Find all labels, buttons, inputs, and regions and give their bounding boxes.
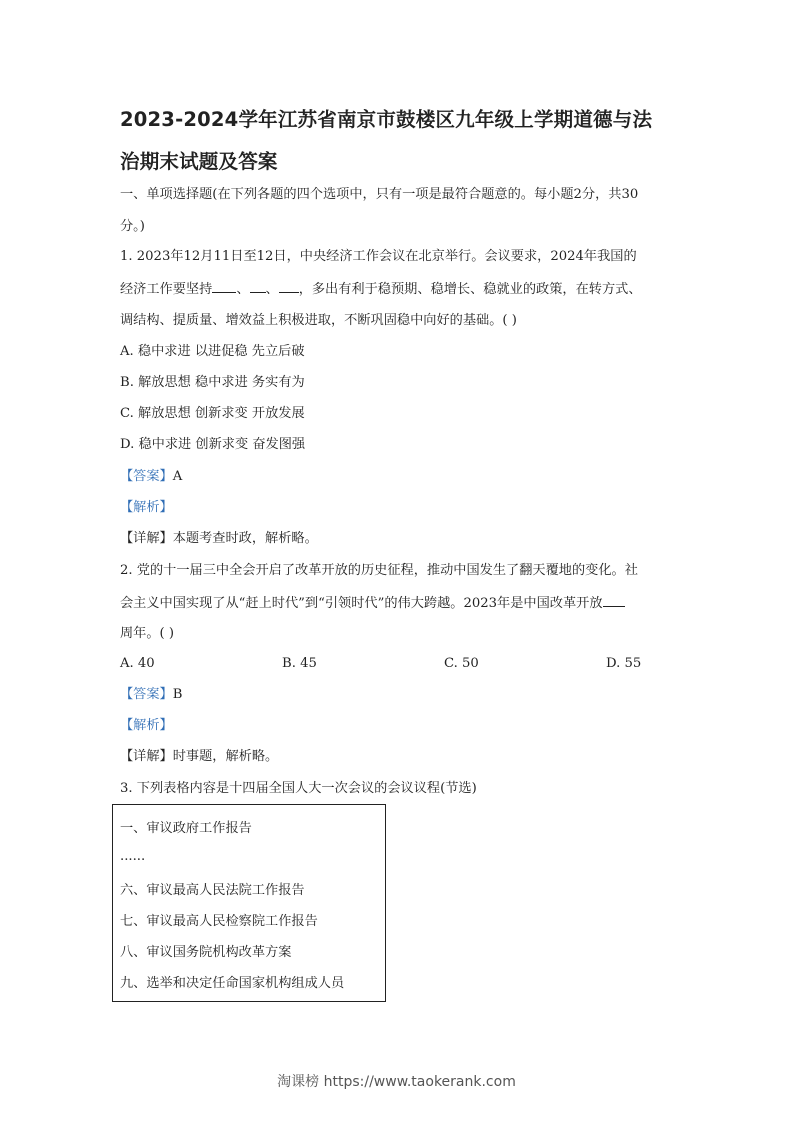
q1-stem-line2 [120,280,642,299]
q2-detail-text: 时事题，解析略。 [172,749,279,764]
q1-detail-text: 本题考查时政，解析略。 [172,531,318,546]
q1-stem-line3: 调结构、提质量、增效益上积极进取，不断巩固稳中向好的基础。( ) [120,313,517,328]
q2-blank [603,594,625,607]
doc-title-line2: 治期末试题及答案 [120,150,278,173]
q1-detail [120,530,318,548]
q2-analysis [120,717,173,735]
section-header-cont: 分。) [120,219,145,234]
q2-option-d: D. 55 [606,656,642,671]
q1-option-b: B. 解放思想 稳中求进 务实有为 [120,375,305,390]
table-row: 七、审议最高人民检察院工作报告 [120,914,318,929]
q1-analysis [120,499,173,517]
q1-answer-value: A [172,469,183,484]
table-row: 八、审议国务院机构改革方案 [120,945,292,960]
q1-stem-text-b: ，多出有利于稳预期、稳增长、稳就业的政策，在转方式、 [298,282,642,297]
q2-option-c: C. 50 [444,656,479,671]
q1-stem-text-a: 经济工作要坚持 [120,282,213,297]
doc-title-line1: 2023-2024学年江苏省南京市鼓楼区九年级上学期道德与法 [120,108,653,131]
q1-option-d: D. 稳中求进 创新求变 奋发图强 [120,437,306,452]
q1-option-c: C. 解放思想 创新求变 开放发展 [120,406,305,421]
table-row: 九、选举和决定任命国家机构组成人员 [120,976,345,991]
q2-detail [120,748,278,766]
footer-watermark: 淘课榜 https://www.taokerank.com [277,1074,516,1090]
detail-tag: 【详解】 [120,531,173,546]
table-row: 一、审议政府工作报告 [120,821,252,836]
q1-blank-1 [212,280,236,293]
q2-stem-line2 [120,594,625,613]
answer-tag: 【答案】 [120,687,173,702]
analysis-tag: 【解析】 [120,500,173,515]
table-row: ...... [120,849,146,864]
answer-tag: 【答案】 [120,469,173,484]
q1-blank-3 [279,280,299,293]
q1-option-a: A. 稳中求进 以进促稳 先立后破 [120,344,305,359]
q2-stem-text: 会主义中国实现了从“赶上时代”到“引领时代”的伟大跨越。2023年是中国改革开放 [120,596,603,611]
agenda-table [112,804,386,1002]
q2-option-a: A. 40 [120,656,155,671]
section-header: 一、单项选择题(在下列各题的四个选项中，只有一项是最符合题意的。每小题2分，共30 [120,187,639,202]
detail-tag: 【详解】 [120,749,173,764]
table-row: 六、审议最高人民法院工作报告 [120,883,305,898]
q1-stem-line1: 1. 2023年12月11日至12日，中央经济工作会议在北京举行。会议要求，2024年我国的 [120,249,637,264]
q2-option-b: B. 45 [282,656,317,671]
q2-stem-line1: 2. 党的十一届三中全会开启了改革开放的历史征程，推动中国发生了翻天覆地的变化。社 [120,563,638,578]
q1-blank-2 [250,280,266,293]
q3-stem: 3. 下列表格内容是十四届全国人大一次会议的会议议程(节选) [120,781,477,796]
q1-answer [120,468,182,486]
analysis-tag: 【解析】 [120,718,173,733]
q2-answer [120,686,182,704]
q2-stem-line3: 周年。( ) [120,626,175,641]
q1-sep-1: 、 [236,282,250,297]
q1-sep-2: 、 [265,282,279,297]
q2-answer-value: B [172,687,183,702]
